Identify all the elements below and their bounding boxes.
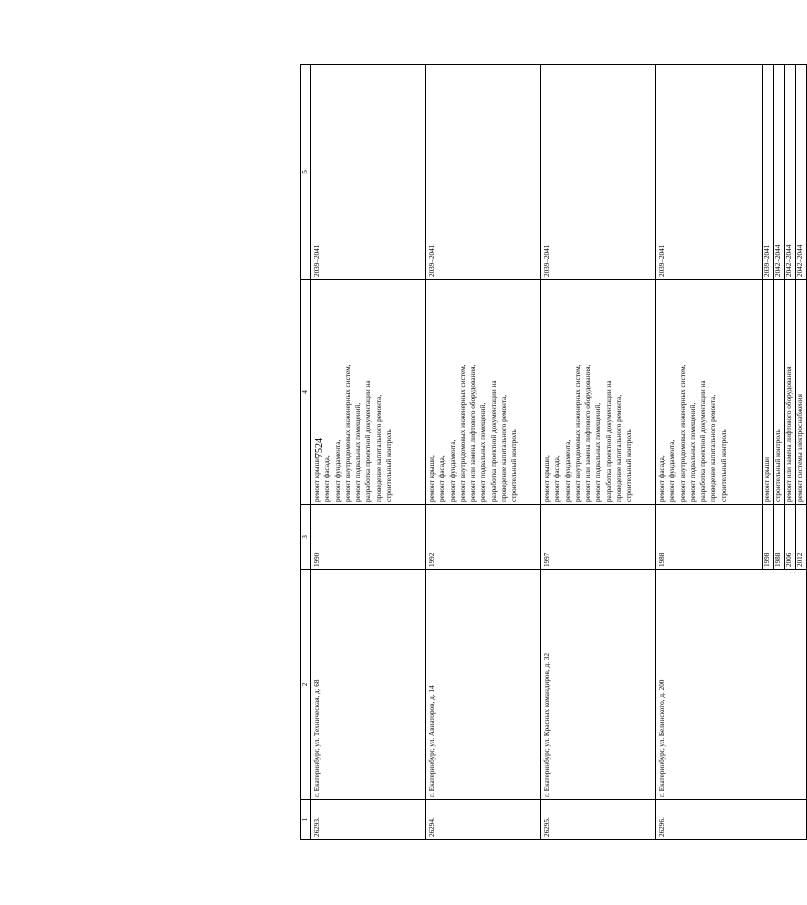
address-cell: г. Екатеринбург, ул. Авиаторов, д. 14 — [426, 570, 541, 800]
year-cell: 1988 — [656, 505, 763, 570]
work-item: ремонт или замена лифтового оборудования, — [584, 364, 593, 502]
table-row — [311, 65, 426, 840]
header-col-3: 3 — [301, 505, 311, 570]
work-item: проведение капитального ремонта, — [615, 394, 624, 502]
work-item: строительный контроль — [625, 429, 634, 502]
header-col-1: 1 — [301, 800, 311, 840]
work-item: строительный контроль — [385, 429, 394, 502]
work-item: ремонт фундамента, — [563, 439, 572, 502]
period-cell: 2039–2041 — [541, 65, 656, 280]
table-row — [541, 65, 656, 840]
work-cell: строительный контроль — [774, 280, 785, 505]
work-item: ремонт подвальных помещений, — [688, 402, 697, 502]
work-item: ремонт крыши, — [313, 455, 321, 502]
header-col-4: 4 — [301, 280, 311, 505]
works-cell — [426, 280, 541, 505]
period-cell: 2039–2041 — [656, 65, 763, 280]
row-number: 26294. — [426, 800, 541, 840]
work-item: ремонт внутридомовых инженерных систем, — [573, 364, 582, 502]
year-cell: 1998 — [763, 505, 774, 570]
row-number: 26293. — [311, 800, 426, 840]
year-cell: 2012 — [796, 505, 807, 570]
capital-repair-table — [300, 64, 807, 840]
year-cell: 1988 — [774, 505, 785, 570]
work-item: разработка проектной документации на — [604, 380, 613, 502]
address-cell: г. Екатеринбург, ул. Красных командиров, д. 32 — [541, 570, 656, 800]
works-cell — [311, 280, 426, 505]
table-row — [656, 65, 763, 840]
work-item: ремонт фундамента, — [668, 439, 677, 502]
works-cell — [656, 280, 763, 505]
work-cell: ремонт системы электроснабжения — [796, 280, 807, 505]
work-item: ремонт внутридомовых инженерных систем, — [458, 364, 467, 502]
period-cell: 2039–2041 — [763, 65, 774, 280]
header-row — [301, 65, 311, 840]
work-item: разработка проектной документации на — [364, 380, 373, 502]
header-col-5: 5 — [301, 65, 311, 280]
work-item: ремонт крыши, — [428, 455, 436, 502]
work-item: ремонт подвальных помещений, — [479, 402, 488, 502]
period-cell: 2039–2041 — [426, 65, 541, 280]
work-item: ремонт фасада, — [438, 455, 447, 502]
work-item: ремонт внутридомовых инженерных систем, — [343, 364, 352, 502]
work-cell: ремонт крыши — [763, 280, 774, 505]
work-item: ремонт крыши, — [543, 455, 551, 502]
work-item: ремонт фасада, — [658, 455, 666, 502]
capital-repair-table-sheet — [300, 65, 805, 840]
work-item: ремонт подвальных помещений, — [354, 402, 363, 502]
row-number: 26295. — [541, 800, 656, 840]
row-number: 26296. — [656, 800, 807, 840]
work-item: проведение капитального ремонта, — [709, 394, 718, 502]
period-cell: 2039–2041 — [311, 65, 426, 280]
page-number: 7524 — [314, 438, 325, 458]
work-item: разработка проектной документации на — [699, 380, 708, 502]
period-cell: 2042–2044 — [796, 65, 807, 280]
table-row — [426, 65, 541, 840]
work-item: ремонт подвальных помещений, — [594, 402, 603, 502]
work-item: ремонт фундамента, — [448, 439, 457, 502]
work-item: строительный контроль — [510, 429, 519, 502]
year-cell: 1997 — [541, 505, 656, 570]
work-cell: ремонт или замена лифтового оборудования — [785, 280, 796, 505]
year-cell: 1992 — [426, 505, 541, 570]
year-cell: 1990 — [311, 505, 426, 570]
work-item: ремонт или замена лифтового оборудования, — [469, 364, 478, 502]
work-item: проведение капитального ремонта, — [500, 394, 509, 502]
year-cell: 2006 — [785, 505, 796, 570]
work-item: проведение капитального ремонта, — [374, 394, 383, 502]
address-cell: г. Екатеринбург, ул. Белинского, д. 200 — [656, 570, 807, 800]
header-col-2: 2 — [301, 570, 311, 800]
address-cell: г. Екатеринбург, ул. Техническая, д. 68 — [311, 570, 426, 800]
work-item: ремонт фасада, — [553, 455, 562, 502]
work-item: ремонт внутридомовых инженерных систем, — [678, 364, 687, 502]
work-item: разработка проектной документации на — [489, 380, 498, 502]
period-cell: 2042–2044 — [774, 65, 785, 280]
work-item: строительный контроль — [719, 429, 728, 502]
work-item: ремонт фундамента, — [333, 439, 342, 502]
works-cell — [541, 280, 656, 505]
period-cell: 2042–2044 — [785, 65, 796, 280]
work-item: ремонт фасада, — [323, 455, 332, 502]
